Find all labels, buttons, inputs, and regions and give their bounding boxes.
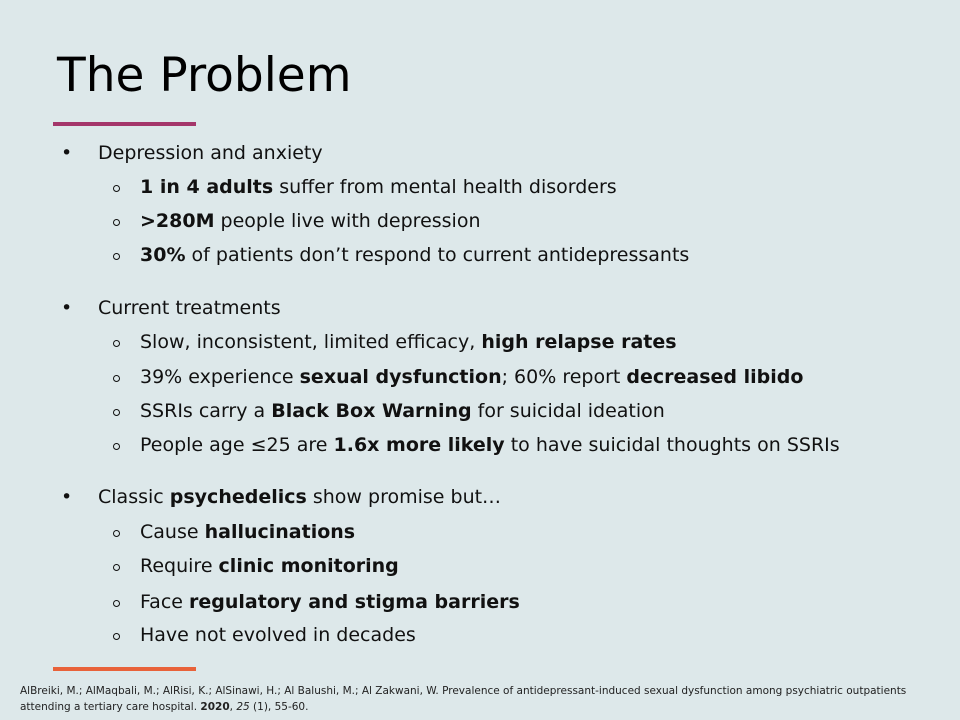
sub-bullet-text: for suicidal ideation [471, 400, 665, 422]
sub-bullet-not-evolved [140, 623, 416, 647]
sub-bullet-bold: 1.6x more likely [333, 434, 505, 456]
sub-bullet-efficacy [140, 330, 677, 354]
sub-bullet-bold: high relapse rates [481, 331, 677, 353]
bullet-dot-icon: • [61, 486, 73, 508]
sub-bullet-text: Slow, inconsistent, limited efficacy, [140, 331, 482, 353]
bullet-psychedelics [61, 485, 502, 509]
sub-bullet-30pct [140, 243, 689, 267]
sub-bullet-bold: 1 in 4 adults [140, 176, 274, 198]
sub-bullet-sexual-dysfunction [140, 365, 803, 389]
sub-bullet-clinic-monitoring [140, 554, 399, 578]
sub-bullet-text: Have not evolved in decades [140, 624, 416, 646]
sub-bullet-text: People age ≤25 are [140, 434, 334, 456]
sub-bullet-bold: Black Box Warning [271, 400, 472, 422]
sub-bullet-ring-icon [113, 253, 120, 260]
sub-bullet-ring-icon [113, 443, 120, 450]
sub-bullet-text: people live with depression [214, 210, 481, 232]
sub-bullet-text: to have suicidal thoughts on SSRIs [504, 434, 840, 456]
sub-bullet-ring-icon [113, 375, 120, 382]
citation: AlBreiki, M.; AlMaqbali, M.; AlRisi, K.; AlSinawi, H.; Al Balushi, M.; Al Zakwani, W. Prevalence of antidepressant-induced sexual dysfunction among psychiatric outpatients attending a tertiary care hospital. 2020, 25 (1), 55-60. [20, 685, 907, 713]
sub-bullet-text: Cause [140, 521, 205, 543]
sub-bullet-text: SSRIs carry a [140, 400, 272, 422]
sub-bullet-bold: decreased libido [626, 366, 804, 388]
sub-bullet-text: ; 60% report [501, 366, 627, 388]
sub-bullet-ring-icon [113, 564, 120, 571]
slide-title: The Problem [57, 48, 352, 103]
sub-bullet-hallucinations [140, 520, 355, 544]
sub-bullet-bold: >280M [140, 210, 215, 232]
bullet-heading: Classic [98, 486, 170, 508]
sub-bullet-bold: hallucinations [204, 521, 356, 543]
bullet-current-treatments [61, 296, 281, 320]
sub-bullet-ring-icon [113, 219, 120, 226]
sub-bullet-text: 39% experience [140, 366, 300, 388]
citation-year: 2020 [200, 701, 230, 713]
sub-bullet-text: Require [140, 555, 219, 577]
title-underline [53, 122, 196, 126]
sub-bullet-age-25 [140, 433, 840, 457]
citation-pages: (1), 55-60. [249, 701, 309, 713]
sub-bullet-bold: clinic monitoring [218, 555, 399, 577]
bullet-heading: show promise but… [306, 486, 502, 508]
sub-bullet-text: Face [140, 591, 190, 613]
sub-bullet-black-box [140, 399, 665, 423]
sub-bullet-ring-icon [113, 600, 120, 607]
sub-bullet-adults [140, 175, 617, 199]
footer-divider [53, 667, 196, 671]
sub-bullet-280m [140, 209, 481, 233]
sub-bullet-ring-icon [113, 185, 120, 192]
sub-bullet-bold: sexual dysfunction [299, 366, 502, 388]
bullet-heading-bold: psychedelics [169, 486, 307, 508]
sub-bullet-ring-icon [113, 409, 120, 416]
bullet-depression-anxiety [61, 141, 323, 165]
sub-bullet-ring-icon [113, 530, 120, 537]
sub-bullet-ring-icon [113, 340, 120, 347]
sub-bullet-bold: regulatory and stigma barriers [189, 591, 520, 613]
citation-text: AlBreiki, M.; AlMaqbali, M.; AlRisi, K.; AlSinawi, H.; Al Balushi, M.; Al Zakwani, W. Prevalence of antidepressant-induced sexual dysfunction among psychiatric outpatients attending a tertiary care hospital. [20, 685, 907, 713]
sub-bullet-ring-icon [113, 633, 120, 640]
citation-volume: 25 [236, 701, 250, 713]
bullet-heading: Depression and anxiety [98, 142, 323, 164]
bullet-dot-icon: • [61, 142, 73, 164]
sub-bullet-text: of patients don’t respond to current antidepressants [185, 244, 690, 266]
sub-bullet-regulatory [140, 590, 520, 614]
bullet-heading: Current treatments [98, 297, 281, 319]
bullet-dot-icon: • [61, 297, 73, 319]
sub-bullet-text: suffer from mental health disorders [273, 176, 617, 198]
sub-bullet-bold: 30% [140, 244, 186, 266]
